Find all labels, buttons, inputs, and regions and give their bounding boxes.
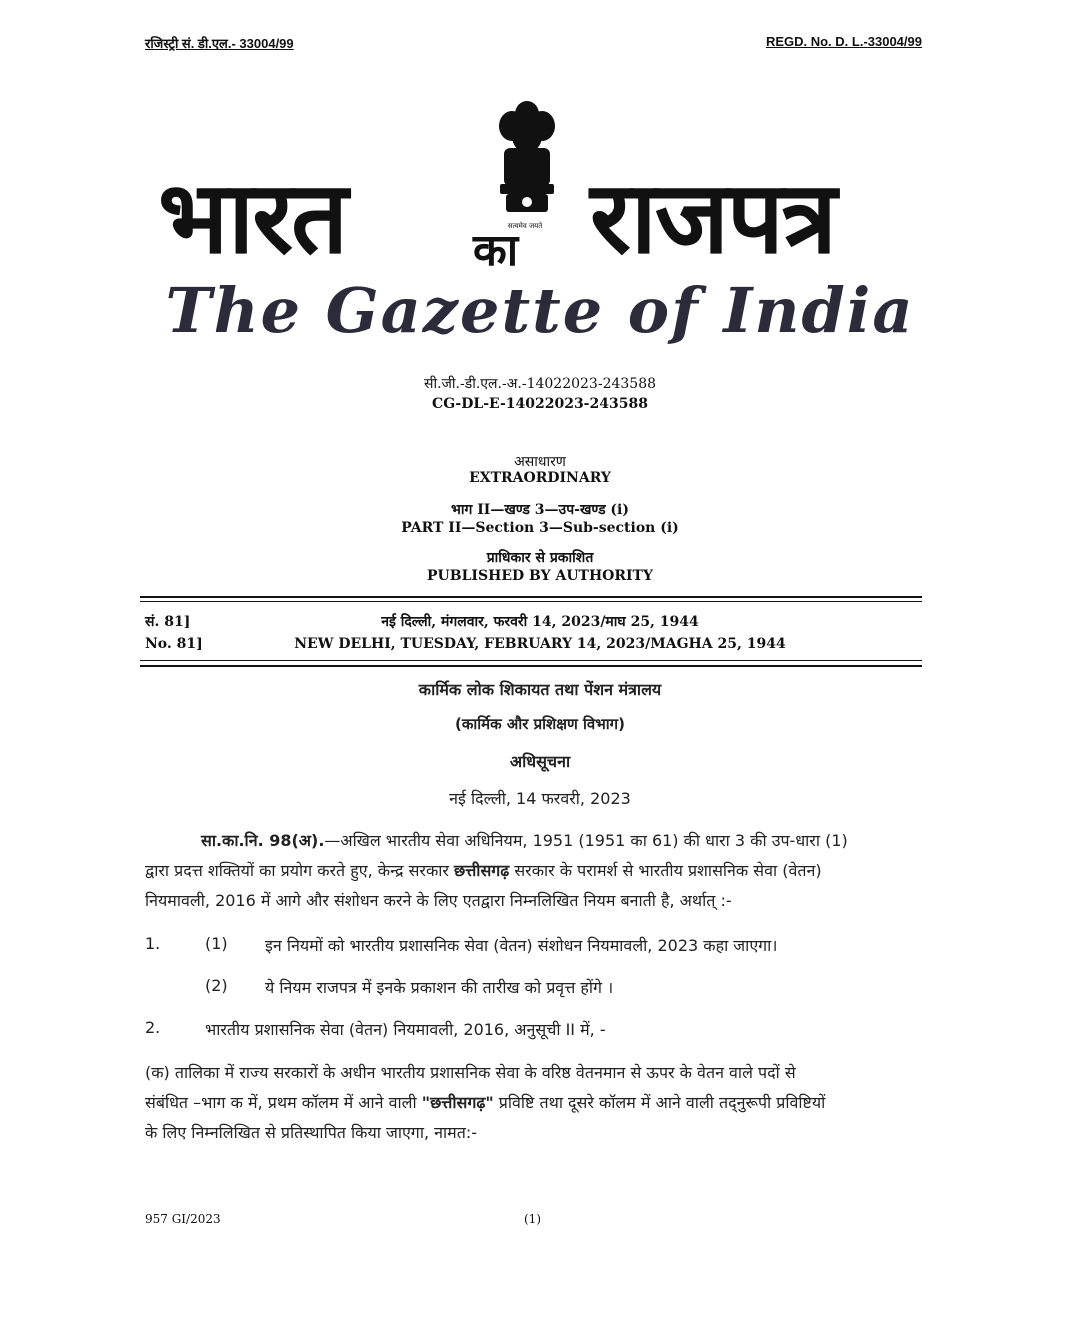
clause-state-name: "छत्तीसगढ़" bbox=[421, 1093, 494, 1112]
national-emblem-icon bbox=[482, 96, 572, 236]
clause-line-3: के लिए निम्नलिखित से प्रतिस्थापित किया जाएगा, नामत:- bbox=[145, 1123, 478, 1142]
issue-date-english: NEW DELHI, TUESDAY, FEBRUARY 14, 2023/MAGHA 25, 1944 bbox=[294, 636, 786, 652]
rule-1-1-number: (1) bbox=[205, 934, 228, 953]
rule-1-2-number: (2) bbox=[205, 976, 228, 995]
gsr-number: सा.का.नि. 98(अ). bbox=[201, 831, 325, 850]
gazette-code-hindi: सी.जी.-डी.एल.-अ.-14022023-243588 bbox=[423, 376, 657, 392]
rule-1-1-text: इन नियमों को भारतीय प्रशासनिक सेवा (वेतन) संशोधन नियमावली, 2023 कहा जाएगा। bbox=[265, 936, 778, 955]
top-double-rule bbox=[140, 596, 922, 598]
notification-place-date: नई दिल्ली, 14 फरवरी, 2023 bbox=[449, 789, 631, 808]
rule-2-number: 2. bbox=[145, 1018, 161, 1037]
clause-line-1: (क) तालिका में राज्य सरकारों के अधीन भारतीय प्रशासनिक सेवा के वरिष्ठ वेतनमान से ऊपर के वेतन वाले पदों से bbox=[145, 1063, 796, 1082]
registration-number-hindi: रजिस्ट्री सं. डी.एल.- 33004/99 bbox=[145, 36, 294, 51]
intro-text-1: —अखिल भारतीय सेवा अधिनियम, 1951 (1951 का 61) की धारा 3 की उप-धारा (1) bbox=[324, 831, 848, 850]
clause-text-2c: प्रविष्टि तथा दूसरे कॉलम में आने वाली तद्नुरूपी प्रविष्टियों bbox=[493, 1093, 826, 1112]
intro-text-2c: सरकार के परामर्श से भारतीय प्रशासनिक सेवा (वेतन) bbox=[509, 861, 822, 880]
emblem-motto: सत्यमेव जयते bbox=[507, 222, 543, 230]
bottom-double-rule bbox=[140, 665, 922, 667]
issue-number-english: No. 81] bbox=[145, 636, 203, 652]
masthead-english-title: The Gazette of India bbox=[165, 274, 915, 347]
issue-number-hindi: सं. 81] bbox=[145, 614, 191, 630]
rule-1-2-text: ये नियम राजपत्र में इनके प्रकाशन की तारीख को प्रवृत्त होंगे । bbox=[265, 978, 614, 997]
intro-text-2a: द्वारा प्रदत्त शक्तियों का प्रयोग करते हुए, केन्द्र सरकार bbox=[145, 861, 455, 880]
clause-ka-paragraph bbox=[145, 1058, 935, 1148]
rule-2-text: भारतीय प्रशासनिक सेवा (वेतन) नियमावली, 2016, अनुसूची II में, - bbox=[205, 1020, 606, 1039]
published-by-authority-hindi: प्राधिकार से प्रकाशित bbox=[486, 550, 594, 566]
masthead-hindi-ka: का bbox=[473, 225, 519, 276]
rule-1-number: 1. bbox=[145, 934, 161, 953]
issue-date-hindi: नई दिल्ली, मंगलवार, फरवरी 14, 2023/माघ 25, 1944 bbox=[381, 614, 699, 630]
gazette-code-english: CG-DL-E-14022023-243588 bbox=[432, 396, 648, 412]
published-by-authority-english: PUBLISHED BY AUTHORITY bbox=[427, 568, 653, 584]
footer-page-number: (1) bbox=[524, 1212, 541, 1226]
part-section-hindi: भाग II—खण्ड 3—उप-खण्ड (i) bbox=[451, 502, 629, 518]
footer-code: 957 GI/2023 bbox=[145, 1212, 221, 1226]
intro-line-3: नियमावली, 2016 में आगे और संशोधन करने के लिए एतद्वारा निम्नलिखित नियम बनाती है, अर्थात् :- bbox=[145, 891, 732, 910]
clause-line-2 bbox=[145, 1088, 935, 1118]
registration-number-english: REGD. No. D. L.-33004/99 bbox=[765, 34, 922, 49]
masthead-hindi-bharat: भारत bbox=[158, 159, 347, 276]
clause-text-2a: संबंधित –भाग क में, प्रथम कॉलम में आने वाली bbox=[145, 1093, 422, 1112]
intro-line-2 bbox=[145, 856, 935, 886]
part-section-english: PART II—Section 3—Sub-section (i) bbox=[401, 520, 679, 536]
top-double-rule-inner bbox=[140, 601, 922, 602]
ministry-heading: कार्मिक लोक शिकायत तथा पेंशन मंत्रालय bbox=[418, 680, 662, 699]
intro-line-1 bbox=[145, 826, 935, 856]
intro-state-name: छत्तीसगढ़ bbox=[454, 861, 510, 880]
extraordinary-hindi: असाधारण bbox=[514, 454, 566, 470]
masthead-hindi-rajpatra: राजपत्र bbox=[590, 159, 835, 276]
extraordinary-english: EXTRAORDINARY bbox=[469, 470, 611, 486]
department-heading: (कार्मिक और प्रशिक्षण विभाग) bbox=[455, 715, 625, 733]
bottom-double-rule-inner bbox=[140, 660, 922, 661]
notification-title: अधिसूचना bbox=[509, 752, 571, 771]
intro-paragraph bbox=[145, 826, 935, 916]
